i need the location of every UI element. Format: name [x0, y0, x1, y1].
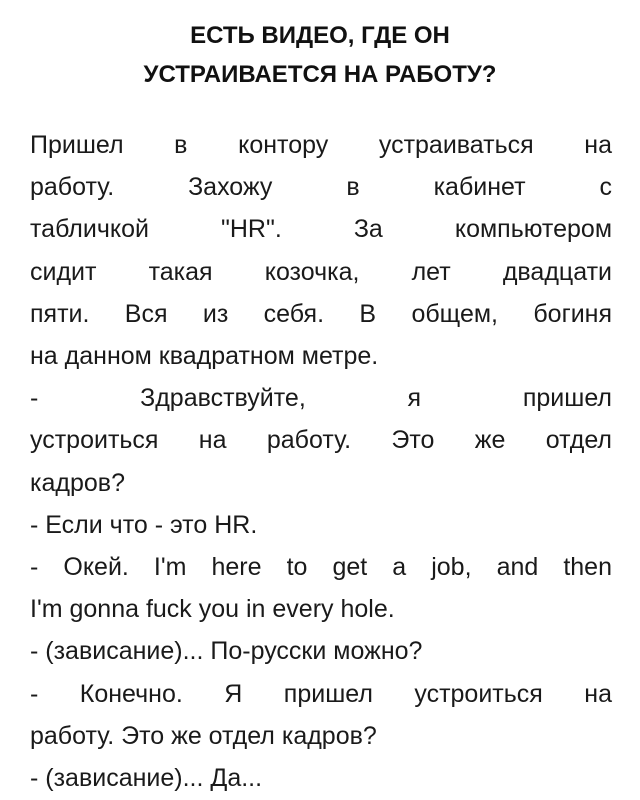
story-line: - Здравствуйте, я пришел	[30, 384, 612, 413]
heading-line-1: ЕСТЬ ВИДЕО, ГДЕ ОН	[190, 22, 450, 49]
story-line: - (зависание)... По-русски можно?	[30, 637, 423, 666]
story-line: I'm gonna fuck you in every hole.	[30, 595, 395, 624]
story-line: Пришел в контору устраиваться на	[30, 131, 612, 159]
story-line: устроиться на работу. Это же отдел	[30, 426, 612, 455]
story-line: кадров?	[30, 468, 125, 497]
story-text	[30, 124, 612, 799]
story-line: работу. Захожу в кабинет с	[30, 173, 612, 202]
heading-line-2: УСТРАИВАЕТСЯ НА РАБОТУ?	[143, 61, 497, 88]
story-line: работу. Это же отдел кадров?	[30, 721, 377, 750]
story-line: - Конечно. Я пришел устроиться на	[30, 679, 612, 708]
story-line: табличкой "HR". За компьютером	[30, 215, 612, 244]
story-line: на данном квадратном метре.	[30, 342, 379, 371]
story-line: - Если что - это HR.	[30, 510, 258, 539]
story-line: - (зависание)... Да...	[30, 764, 263, 793]
story-line: сидит такая козочка, лет двадцати	[30, 257, 612, 286]
story-line: пяти. Вся из себя. В общем, богиня	[30, 299, 612, 328]
story-line: - Окей. I'm here to get a job, and then	[30, 553, 612, 582]
